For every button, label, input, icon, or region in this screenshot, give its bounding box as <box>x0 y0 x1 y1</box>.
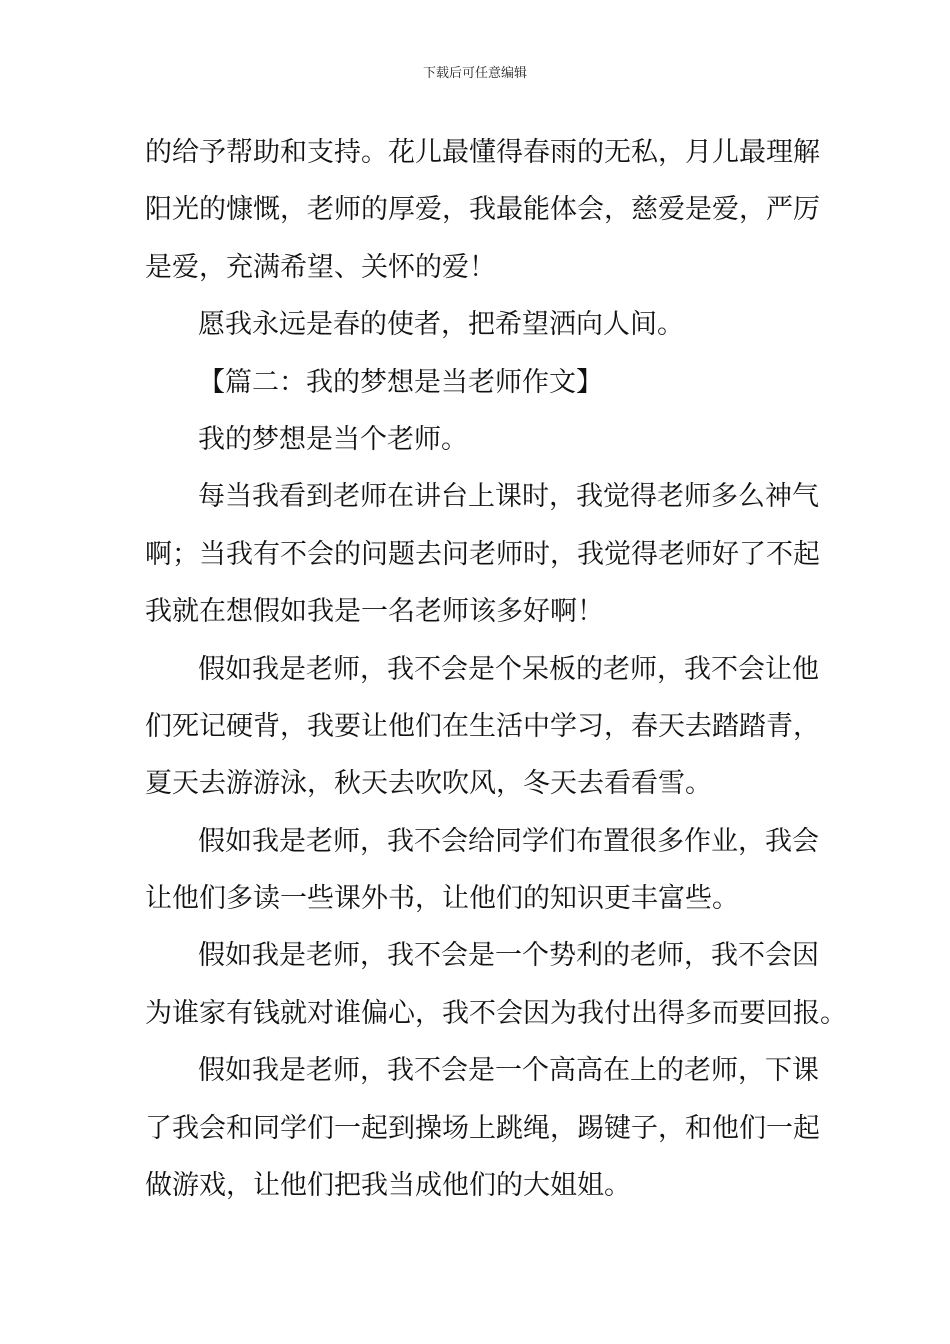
text-line: 假如我是老师，我不会是一个势利的老师，我不会因 <box>198 940 819 972</box>
text-line: 夏天去游游泳，秋天去吹吹风，冬天去看看雪。 <box>145 768 712 800</box>
page-header: 下载后可任意编辑 <box>422 66 527 81</box>
text-line: 为谁家有钱就对谁偏心，我不会因为我付出得多而要回报。 <box>145 997 847 1029</box>
text-line: 每当我看到老师在讲台上课时，我觉得老师多么神气 <box>198 481 819 513</box>
text-line: 假如我是老师，我不会给同学们布置很多作业，我会 <box>198 825 819 857</box>
text-line: 阳光的慷慨，老师的厚爱，我最能体会，慈爱是爱，严厉 <box>145 194 820 226</box>
text-line: 我的梦想是当个老师。 <box>198 423 468 455</box>
text-line: 假如我是老师，我不会是一个高高在上的老师，下课 <box>198 1055 819 1087</box>
text-line: 啊；当我有不会的问题去问老师时，我觉得老师好了不起 <box>145 538 820 570</box>
text-line: 愿我永远是春的使者，把希望洒向人间。 <box>198 309 684 341</box>
document-body <box>145 124 847 1214</box>
text-line: 了我会和同学们一起到操场上跳绳，踢键子，和他们一起 <box>145 1112 820 1144</box>
text-line: 我就在想假如我是一名老师该多好啊！ <box>145 596 604 628</box>
text-line: 假如我是老师，我不会是个呆板的老师，我不会让他 <box>198 653 819 685</box>
text-line: 让他们多读一些课外书，让他们的知识更丰富些。 <box>145 883 739 915</box>
text-line: 们死记硬背，我要让他们在生活中学习，春天去踏踏青， <box>145 710 820 742</box>
text-line: 做游戏，让他们把我当成他们的大姐姐。 <box>145 1170 631 1202</box>
text-line: 是爱，充满希望、关怀的爱！ <box>145 251 496 283</box>
text-line: 【篇二：我的梦想是当老师作文】 <box>198 366 603 398</box>
text-line: 的给予帮助和支持。花儿最懂得春雨的无私，月儿最理解 <box>145 137 820 168</box>
